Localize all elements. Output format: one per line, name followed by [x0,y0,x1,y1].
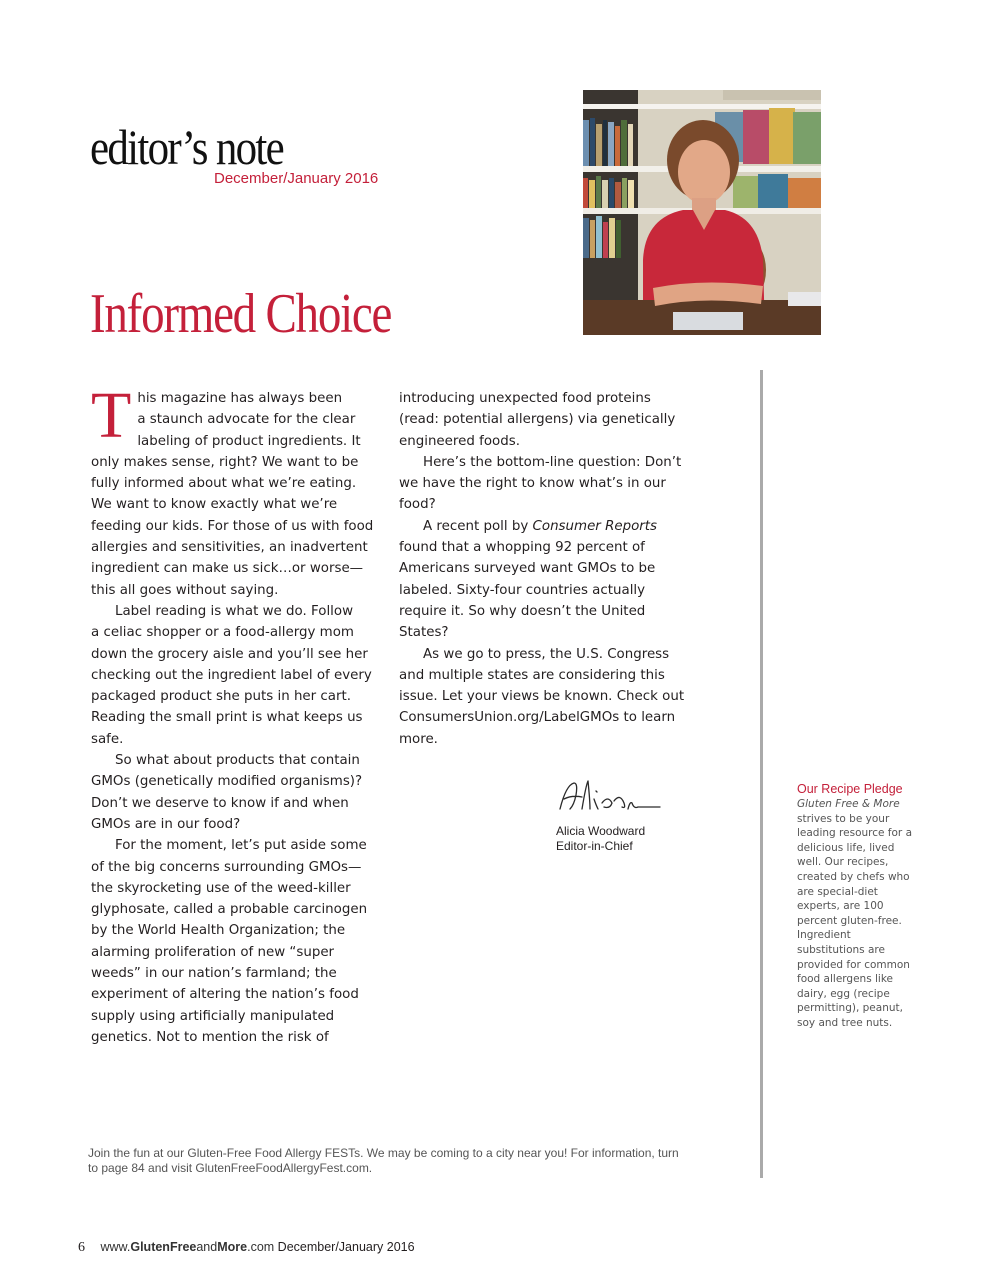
signature-block [556,775,676,854]
pledge-text: strives to be your leading resource for a delicious life, lived well. Our recipes, created by chefs who are special-diet experts, are 100 percent gluten-free. Ingredient substitutions are provided for common food allergens like dairy, egg (recipe permitting), peanut, soy and tree nuts. [797,812,913,1029]
article-line: For the moment, let’s put aside some [115,838,367,854]
handwritten-signature [556,775,666,819]
article-line: Americans surveyed want GMOs to be [399,561,656,577]
article-line [399,516,684,537]
article-line: glyphosate, called a probable carcinogen [91,902,368,918]
drop-cap: T [91,379,132,452]
article-line: GMOs are in our food? [91,816,241,832]
article-line: safe. [91,731,124,747]
article-line: this all goes without saying. [91,582,279,598]
article-line: experiment of altering the nation’s food [91,987,359,1003]
article-line: labeled. Sixty-four countries actually [399,582,646,598]
article-line: genetics. Not to mention the risk of [91,1029,329,1045]
article-line: down the grocery aisle and you’ll see her [91,646,368,662]
article-line: States? [399,625,449,641]
article-line: food? [399,497,436,513]
article-column-left [91,379,376,1048]
footer-note: Join the fun at our Gluten-Free Food Allergy FESTs. We may be coming to a city near you! For information, turn to page 84 and visit GlutenFreeFoodAllergyFest.com. [88,1146,679,1175]
url-brand-2: More [217,1240,248,1254]
article-line: GMOs (genetically modified organisms)? [91,774,363,790]
pledge-body [797,797,917,1031]
article-line: Here’s the bottom-line question: Don’t [423,454,682,470]
article-line: weeds” in our nation’s farmland; the [91,966,337,982]
article-line: more. [399,731,438,747]
url-suffix: .com [247,1240,275,1254]
pledge-brand: Gluten Free & More [797,798,900,810]
recipe-pledge-sidebar [797,781,917,1031]
editor-photo [583,90,821,335]
page-number: 6 [78,1240,85,1255]
article-line: alarming proliferation of new “super [91,944,335,960]
site-url[interactable] [100,1240,274,1254]
editor-name: Alicia Woodward [556,824,646,838]
article-line: Don’t we deserve to know if and when [91,795,349,811]
article-line: labeling of product ingredients. It [137,433,361,449]
article-line: (read: potential allergens) via genetically [399,412,676,428]
article-line: introducing unexpected food proteins [399,391,651,406]
article-line: the skyrocketing use of the weed-killer [91,880,351,896]
issue-date: December/January 2016 [214,170,379,187]
article-line: a staunch advocate for the clear [137,412,356,428]
article-line: and multiple states are considering this [399,667,665,683]
article-line: ConsumersUnion.org/LabelGMOs to learn [399,710,676,726]
folio-issue: December/January 2016 [277,1240,415,1254]
article-line: engineered foods. [399,433,520,449]
article-line: his magazine has always been [137,391,343,406]
pledge-title: Our Recipe Pledge [797,782,903,796]
column-divider [760,370,763,1178]
url-prefix: www. [100,1240,131,1254]
article-line: checking out the ingredient label of every [91,667,372,683]
url-mid: and [196,1240,218,1254]
section-title: editor’s note [90,119,284,175]
article-line: by the World Health Organization; the [91,923,346,939]
publication-name: Consumer Reports [532,518,658,534]
article-line: supply using artificially manipulated [91,1008,335,1024]
article-line: Reading the small print is what keeps us [91,710,363,726]
editor-title: Editor-in-Chief [556,839,633,853]
article-text: A recent poll by [423,518,533,534]
article-line: So what about products that contain [115,753,360,769]
article-line: feeding our kids. For those of us with food [91,518,374,534]
article-line: only makes sense, right? We want to be [91,454,359,470]
article-line: issue. Let your views be known. Check out [399,689,685,705]
article-line: fully informed about what we’re eating. [91,476,357,492]
page-folio [78,1240,415,1256]
article-line: a celiac shopper or a food-allergy mom [91,625,354,641]
article-line: ingredient can make us sick…or worse— [91,561,364,577]
headline: Informed Choice [90,283,392,345]
article-line: As we go to press, the U.S. Congress [423,646,670,662]
article-line: We want to know exactly what we’re [91,497,338,513]
url-brand-1: GlutenFree [130,1240,197,1254]
article-line: Label reading is what we do. Follow [115,603,354,619]
article-line: found that a whopping 92 percent of [399,540,645,556]
article-column-right [399,388,684,750]
article-line: of the big concerns surrounding GMOs— [91,859,362,875]
article-line: require it. So why doesn’t the United [399,603,646,619]
article-line: packaged product she puts in her cart. [91,689,352,705]
article-line: we have the right to know what’s in our [399,476,666,492]
article-line: allergies and sensitivities, an inadvertent [91,540,368,556]
